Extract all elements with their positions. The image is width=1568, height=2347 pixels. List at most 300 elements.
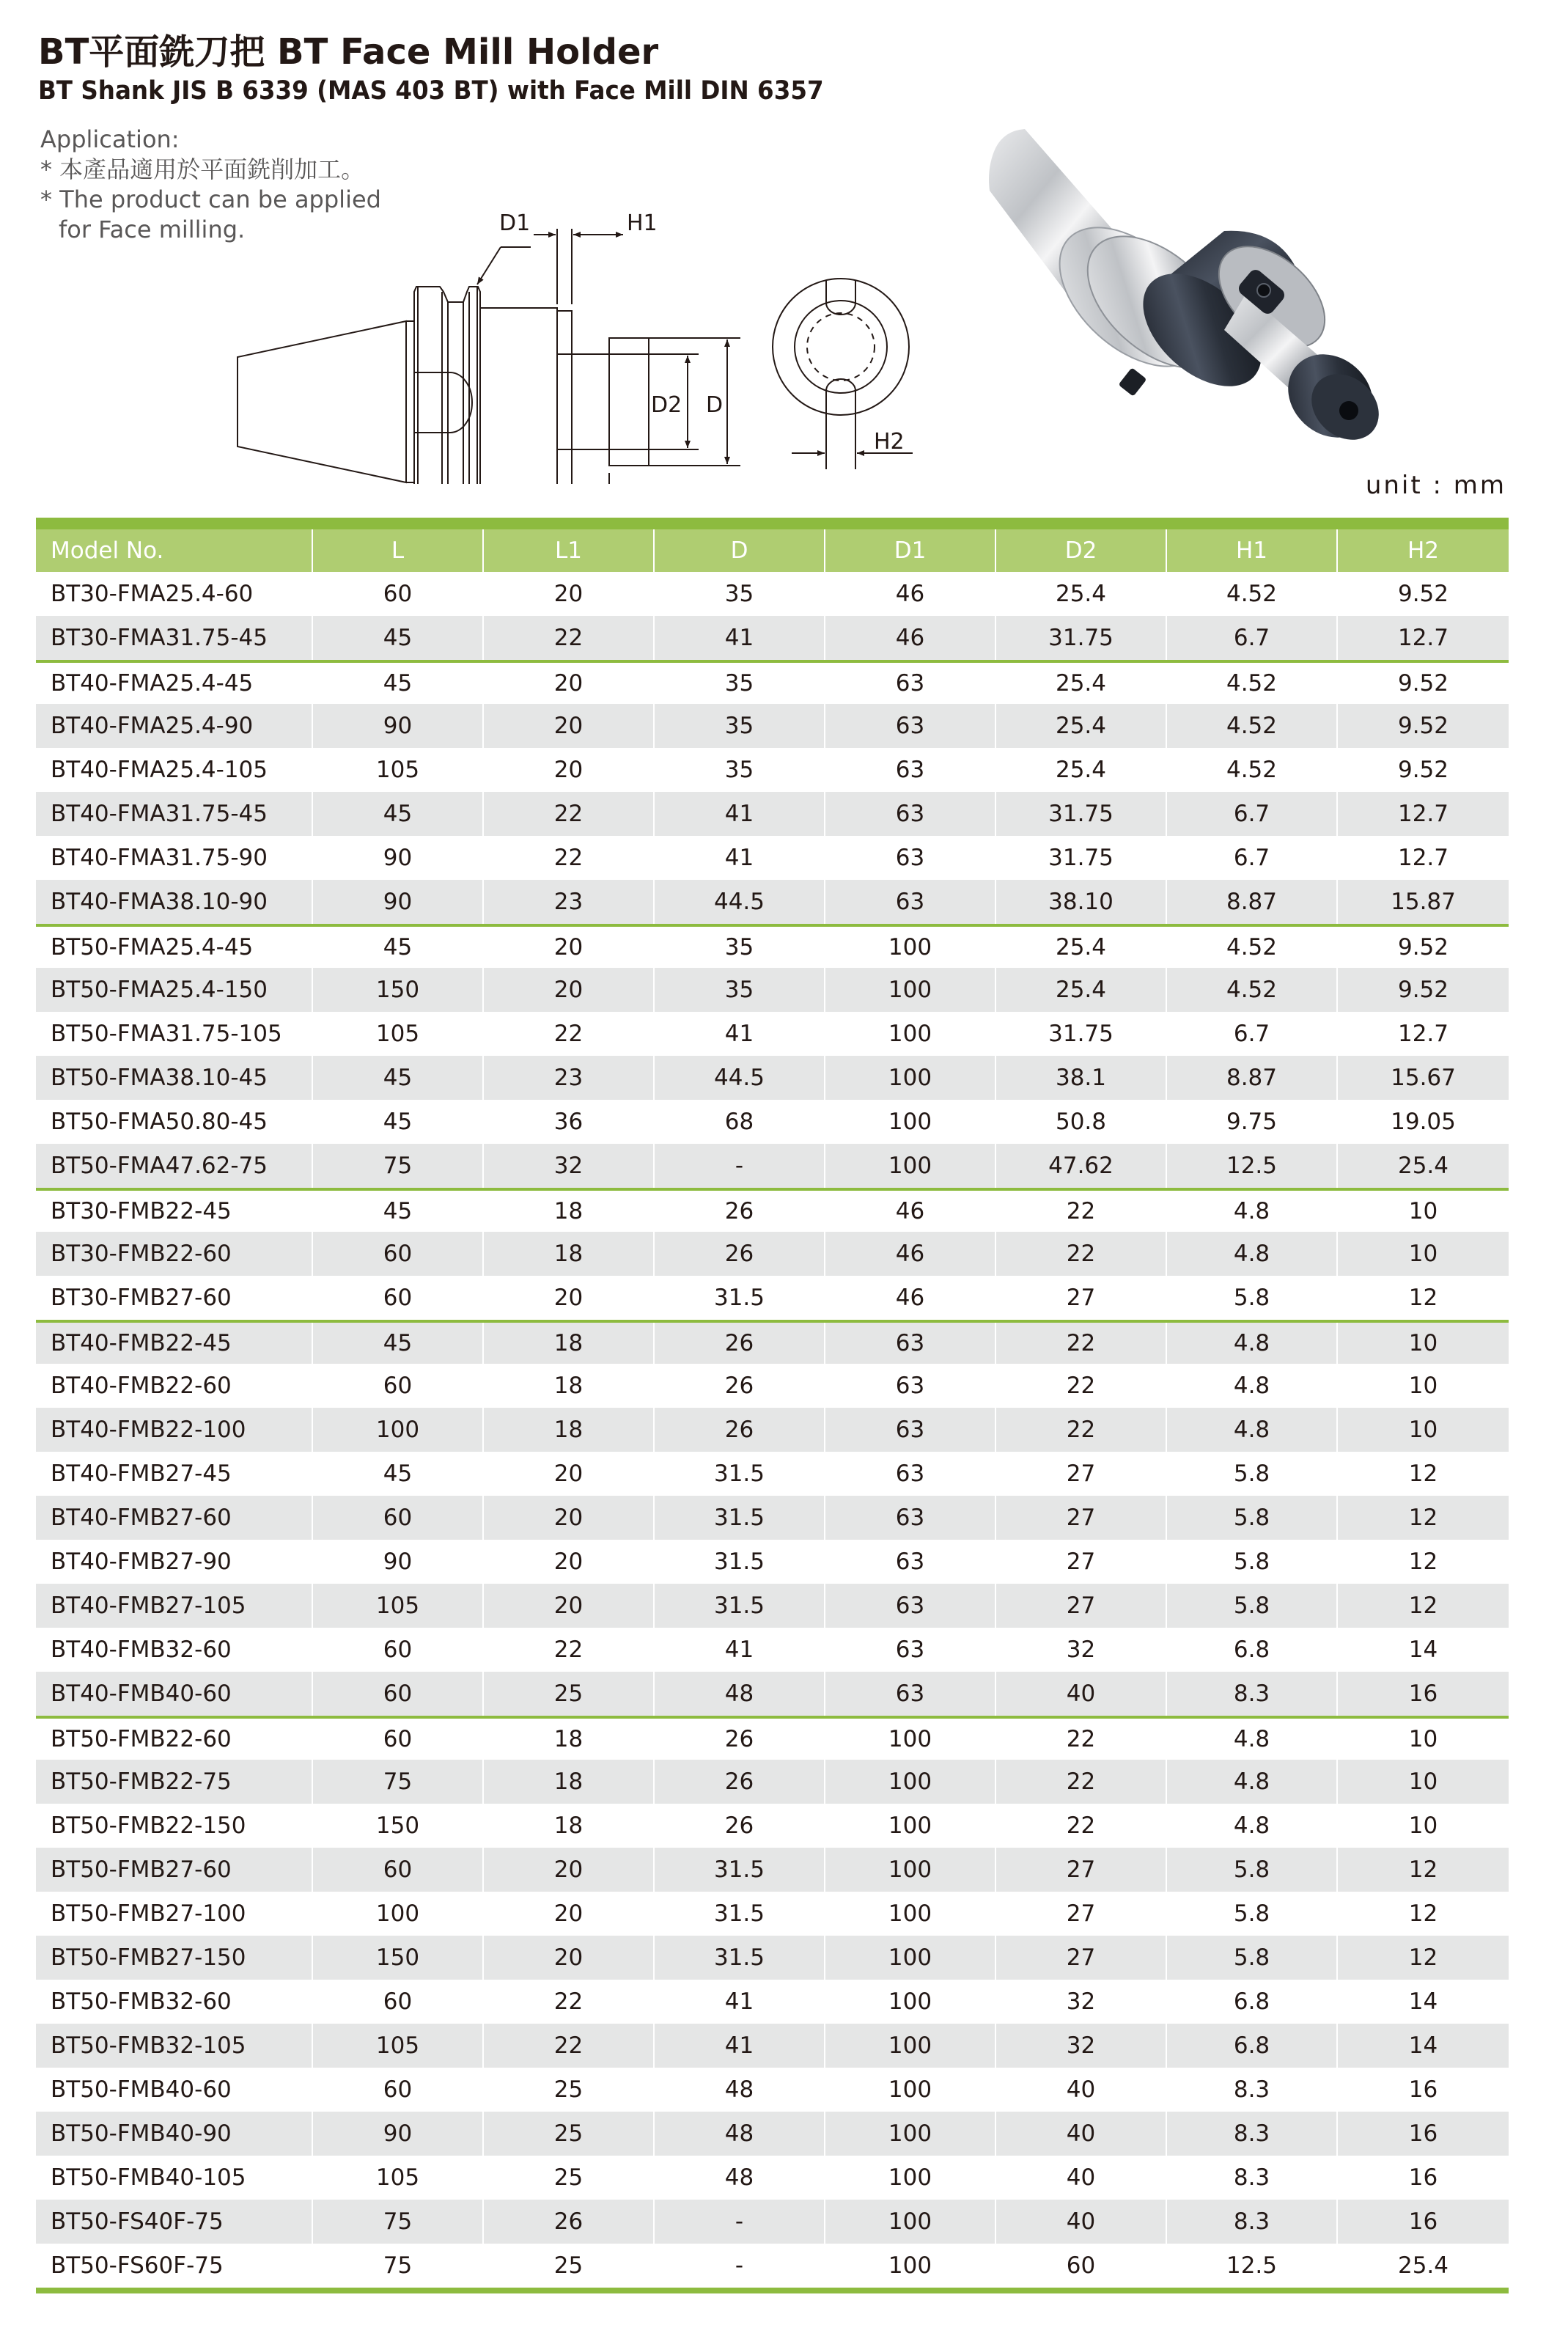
cell-model: BT40-FMB22-100: [36, 1408, 313, 1452]
cell-model: BT50-FMB22-60: [36, 1719, 313, 1760]
table-row: [36, 1804, 1509, 1848]
cell-l: 105: [313, 748, 484, 792]
cell-d1: 100: [825, 2156, 996, 2200]
spec-table: [36, 518, 1509, 2293]
cell-l: 100: [313, 1892, 484, 1936]
cell-h2: 12: [1408, 1856, 1438, 1883]
application-note-english: * The product can be applied: [40, 186, 381, 213]
cell-h2: 10: [1408, 1330, 1438, 1356]
cell-model: BT30-FMB27-60: [36, 1276, 313, 1320]
cell-l1: 25: [484, 2156, 655, 2200]
inner-circle: [795, 301, 887, 393]
cell-d: 35: [655, 572, 825, 616]
cell-l: 105: [313, 2024, 484, 2068]
cell-d2: 31.75: [996, 616, 1167, 660]
cell-d: -: [655, 2244, 825, 2288]
cell-d: 31.5: [655, 1848, 825, 1892]
cell-l: 60: [313, 1276, 484, 1320]
cell-d2: 22: [996, 1760, 1167, 1804]
label-d1: D1: [499, 210, 531, 236]
cell-h1: 5.8: [1167, 1848, 1338, 1892]
cell-model: BT50-FMB27-60: [36, 1848, 313, 1892]
cell-model: BT50-FMA25.4-150: [36, 968, 313, 1012]
cell-model: BT40-FMB32-60: [36, 1628, 313, 1672]
cell-model: BT40-FMA31.75-90: [36, 836, 313, 880]
cell-d1: 100: [825, 1804, 996, 1848]
cell-l: 90: [313, 2112, 484, 2156]
cell-l1: 18: [484, 1804, 655, 1848]
table-row: [36, 1628, 1509, 1672]
cell-d2: 27: [996, 1452, 1167, 1496]
table-row: [36, 1892, 1509, 1936]
cell-d: 31.5: [655, 1276, 825, 1320]
label-d: D: [706, 392, 724, 418]
cell-d: 35: [655, 748, 825, 792]
cell-l: 45: [313, 1056, 484, 1100]
cell-h1: 4.52: [1167, 927, 1338, 968]
cell-h1: 4.8: [1167, 1323, 1338, 1364]
cell-l1: 20: [484, 748, 655, 792]
table-row: [36, 968, 1509, 1012]
cell-d2: 27: [996, 1848, 1167, 1892]
cell-d: 48: [655, 2068, 825, 2112]
table-row: [36, 1848, 1509, 1892]
cell-l1: 23: [484, 1056, 655, 1100]
table-row: [36, 1232, 1509, 1276]
cell-h2: 12: [1408, 1593, 1438, 1619]
table-row: [36, 1408, 1509, 1452]
side-view: [238, 229, 740, 484]
cell-h1: 4.52: [1167, 572, 1338, 616]
col-header-d1: D1: [825, 529, 996, 572]
cell-l: 105: [313, 2156, 484, 2200]
cell-h1: 8.3: [1167, 2112, 1338, 2156]
cell-d2: 60: [996, 2244, 1167, 2288]
end-view: [773, 279, 913, 469]
cell-d1: 100: [825, 1936, 996, 1980]
cell-h1: 8.3: [1167, 2200, 1338, 2244]
cell-l: 45: [313, 1452, 484, 1496]
cell-h1: 4.52: [1167, 704, 1338, 748]
cell-model: BT40-FMB27-45: [36, 1452, 313, 1496]
cell-h2: 12.7: [1397, 625, 1449, 651]
cell-model: BT50-FMA25.4-45: [36, 927, 313, 968]
cell-l1: 22: [484, 2024, 655, 2068]
cell-d: 68: [655, 1100, 825, 1144]
cell-d: -: [655, 2200, 825, 2244]
cell-d: 26: [655, 1760, 825, 1804]
cell-h2: 16: [1408, 2164, 1438, 2191]
cell-l1: 20: [484, 1496, 655, 1540]
cell-l1: 18: [484, 1323, 655, 1364]
cell-h2: 16: [1408, 2120, 1438, 2147]
cell-l: 60: [313, 1848, 484, 1892]
cell-h1: 5.8: [1167, 1892, 1338, 1936]
cell-d2: 31.75: [996, 792, 1167, 836]
cell-d: 31.5: [655, 1496, 825, 1540]
col-header-d2: D2: [996, 529, 1167, 572]
application-heading: Application:: [40, 125, 180, 153]
cell-d: 41: [655, 836, 825, 880]
cell-l: 45: [313, 663, 484, 704]
cell-d2: 40: [996, 2156, 1167, 2200]
cell-d1: 46: [825, 572, 996, 616]
step: [557, 311, 572, 484]
holder-illustration: [989, 129, 1392, 455]
cell-h1: 6.7: [1167, 1012, 1338, 1056]
cell-l1: 25: [484, 2112, 655, 2156]
cell-h1: 6.8: [1167, 2024, 1338, 2068]
cell-l1: 22: [484, 1012, 655, 1056]
cell-model: BT40-FMB27-90: [36, 1540, 313, 1584]
cell-d: 41: [655, 1012, 825, 1056]
cell-l1: 20: [484, 1452, 655, 1496]
cell-d2: 27: [996, 1540, 1167, 1584]
cell-l: 60: [313, 2068, 484, 2112]
table-row: [36, 572, 1509, 616]
cell-h1: 4.8: [1167, 1232, 1338, 1276]
cell-model: BT50-FMB32-60: [36, 1980, 313, 2024]
cell-l: 60: [313, 1364, 484, 1408]
cell-model: BT30-FMB22-60: [36, 1232, 313, 1276]
cell-d1: 100: [825, 1056, 996, 1100]
cell-l1: 22: [484, 1628, 655, 1672]
cell-l1: 20: [484, 572, 655, 616]
cell-model: BT50-FMB27-100: [36, 1892, 313, 1936]
cell-model: BT50-FMB22-75: [36, 1760, 313, 1804]
table-row: [36, 1540, 1509, 1584]
cell-d: 35: [655, 704, 825, 748]
cell-d: 35: [655, 927, 825, 968]
cell-d1: 100: [825, 2112, 996, 2156]
cell-d2: 32: [996, 1628, 1167, 1672]
cell-l: 45: [313, 616, 484, 660]
cell-d: 41: [655, 616, 825, 660]
cell-h1: 6.8: [1167, 1980, 1338, 2024]
table-row: [36, 2200, 1509, 2244]
cell-d: 41: [655, 2024, 825, 2068]
cell-h2: 10: [1408, 1768, 1438, 1795]
cell-d2: 27: [996, 1584, 1167, 1628]
cell-model: BT30-FMB22-45: [36, 1191, 313, 1232]
cell-h2: 10: [1408, 1198, 1438, 1224]
cell-h1: 4.52: [1167, 968, 1338, 1012]
bore-hidden-circle: [807, 313, 875, 381]
d1-leader: [477, 247, 501, 284]
product-photo: [982, 110, 1437, 462]
cell-h1: 4.8: [1167, 1364, 1338, 1408]
cell-d: 31.5: [655, 1540, 825, 1584]
cell-d1: 63: [825, 1540, 996, 1584]
cell-h2: 14: [1408, 2032, 1438, 2059]
cell-d1: 100: [825, 1144, 996, 1188]
cell-model: BT50-FMA31.75-105: [36, 1012, 313, 1056]
cell-model: BT50-FMA38.10-45: [36, 1056, 313, 1100]
cell-d1: 100: [825, 2024, 996, 2068]
cell-h2: 9.52: [1397, 757, 1449, 783]
cell-d2: 47.62: [996, 1144, 1167, 1188]
cell-l1: 22: [484, 616, 655, 660]
cell-d: 26: [655, 1804, 825, 1848]
cell-d1: 46: [825, 616, 996, 660]
unit-label: unit : mm: [1365, 471, 1506, 500]
table-row: [36, 1980, 1509, 2024]
cell-d2: 25.4: [996, 572, 1167, 616]
cell-l: 150: [313, 968, 484, 1012]
table-row: [36, 748, 1509, 792]
cell-h1: 4.8: [1167, 1719, 1338, 1760]
cell-h2: 15.67: [1391, 1065, 1456, 1091]
cell-l1: 25: [484, 2244, 655, 2288]
cell-h2: 12.7: [1397, 845, 1449, 871]
cell-h2: 12: [1408, 1285, 1438, 1311]
cell-d1: 100: [825, 1892, 996, 1936]
col-header-l1: L1: [484, 529, 655, 572]
cell-d: 26: [655, 1408, 825, 1452]
cell-d: 35: [655, 968, 825, 1012]
cell-d: 26: [655, 1191, 825, 1232]
cell-d: 31.5: [655, 1892, 825, 1936]
cell-d1: 63: [825, 1452, 996, 1496]
cell-h2: 12: [1408, 1900, 1438, 1927]
cell-d1: 63: [825, 1364, 996, 1408]
cell-h1: 9.75: [1167, 1100, 1338, 1144]
cell-d: -: [655, 1144, 825, 1188]
cell-d1: 100: [825, 2068, 996, 2112]
cell-d2: 25.4: [996, 704, 1167, 748]
cell-l1: 25: [484, 1672, 655, 1716]
table-row: [36, 1936, 1509, 1980]
cell-h2: 9.52: [1397, 581, 1449, 607]
cell-l1: 22: [484, 792, 655, 836]
cell-d1: 63: [825, 1496, 996, 1540]
cell-l1: 18: [484, 1364, 655, 1408]
cell-d: 26: [655, 1719, 825, 1760]
application-notes: [40, 125, 381, 245]
cell-l: 150: [313, 1804, 484, 1848]
cell-model: BT30-FMA25.4-60: [36, 572, 313, 616]
cell-l1: 18: [484, 1719, 655, 1760]
cell-l1: 36: [484, 1100, 655, 1144]
cell-h1: 5.8: [1167, 1452, 1338, 1496]
table-row: [36, 880, 1509, 924]
cell-d2: 25.4: [996, 748, 1167, 792]
cell-model: BT50-FMB40-105: [36, 2156, 313, 2200]
cell-d1: 46: [825, 1276, 996, 1320]
table-row: [36, 1452, 1509, 1496]
cell-h1: 5.8: [1167, 1540, 1338, 1584]
cell-l: 75: [313, 2244, 484, 2288]
cell-d2: 22: [996, 1191, 1167, 1232]
cell-d1: 100: [825, 1012, 996, 1056]
cell-d2: 50.8: [996, 1100, 1167, 1144]
table-body: [36, 572, 1509, 2288]
cell-d1: 46: [825, 1191, 996, 1232]
cell-d2: 40: [996, 2068, 1167, 2112]
cell-h1: 4.52: [1167, 748, 1338, 792]
cell-d1: 63: [825, 792, 996, 836]
table-row: [36, 2068, 1509, 2112]
cell-h2: 12: [1408, 1944, 1438, 1971]
table-row: [36, 1144, 1509, 1188]
cell-h1: 5.8: [1167, 1936, 1338, 1980]
cell-d: 48: [655, 1672, 825, 1716]
cell-l1: 20: [484, 927, 655, 968]
cell-h2: 10: [1408, 1241, 1438, 1267]
col-header-h1: H1: [1167, 529, 1338, 572]
table-row: [36, 1496, 1509, 1540]
application-note-chinese: * 本產品適用於平面銑削加工。: [40, 155, 365, 183]
cell-d2: 38.10: [996, 880, 1167, 924]
cell-model: BT40-FMA25.4-90: [36, 704, 313, 748]
cell-d2: 27: [996, 1892, 1167, 1936]
cell-h1: 5.8: [1167, 1276, 1338, 1320]
table-row: [36, 1056, 1509, 1100]
cell-h1: 4.52: [1167, 663, 1338, 704]
cell-l: 75: [313, 1144, 484, 1188]
drive-key: [609, 338, 649, 466]
cell-model: BT50-FMB32-105: [36, 2024, 313, 2068]
cell-h1: 4.8: [1167, 1408, 1338, 1452]
col-header-l: L: [313, 529, 484, 572]
cell-d2: 40: [996, 2112, 1167, 2156]
cell-d: 31.5: [655, 1584, 825, 1628]
cell-l1: 18: [484, 1408, 655, 1452]
cell-h1: 6.8: [1167, 1628, 1338, 1672]
cell-l1: 20: [484, 968, 655, 1012]
cell-l1: 20: [484, 1540, 655, 1584]
cell-l: 60: [313, 1496, 484, 1540]
cell-d1: 100: [825, 2244, 996, 2288]
cell-model: BT50-FMB27-150: [36, 1936, 313, 1980]
cell-h2: 25.4: [1397, 1153, 1449, 1179]
cell-h2: 10: [1408, 1812, 1438, 1839]
taper-shank: [238, 321, 406, 482]
table-row: [36, 1584, 1509, 1628]
cell-h2: 12.7: [1397, 1021, 1449, 1047]
cell-d2: 22: [996, 1719, 1167, 1760]
cell-model: BT50-FS40F-75: [36, 2200, 313, 2244]
cell-d2: 22: [996, 1408, 1167, 1452]
cell-l: 75: [313, 2200, 484, 2244]
flange: [414, 287, 480, 484]
cell-l1: 32: [484, 1144, 655, 1188]
cell-d: 44.5: [655, 880, 825, 924]
outer-circle: [773, 279, 909, 415]
cell-h2: 25.4: [1397, 2252, 1449, 2279]
cell-model: BT40-FMA25.4-45: [36, 663, 313, 704]
cell-h2: 9.52: [1397, 934, 1449, 961]
cell-h1: 8.87: [1167, 880, 1338, 924]
cell-d: 26: [655, 1364, 825, 1408]
cell-model: BT50-FMB40-90: [36, 2112, 313, 2156]
cell-h2: 16: [1408, 2076, 1438, 2103]
cell-d2: 40: [996, 2200, 1167, 2244]
cell-h1: 6.7: [1167, 616, 1338, 660]
cell-h2: 14: [1408, 1988, 1438, 2015]
cell-d: 41: [655, 1980, 825, 2024]
cell-d: 26: [655, 1323, 825, 1364]
cell-h1: 8.3: [1167, 2156, 1338, 2200]
cell-model: BT50-FMA50.80-45: [36, 1100, 313, 1144]
col-header-h2: H2: [1407, 537, 1440, 564]
cell-d1: 46: [825, 1232, 996, 1276]
cell-l1: 18: [484, 1760, 655, 1804]
table-row: [36, 1276, 1509, 1320]
cell-l: 45: [313, 1100, 484, 1144]
cell-h1: 12.5: [1167, 2244, 1338, 2288]
cell-d: 26: [655, 1232, 825, 1276]
cell-l: 60: [313, 1980, 484, 2024]
cell-h1: 5.8: [1167, 1584, 1338, 1628]
table-row: [36, 792, 1509, 836]
label-h1: H1: [627, 210, 658, 236]
cell-l1: 20: [484, 1276, 655, 1320]
table-row: [36, 1188, 1509, 1232]
cell-d1: 100: [825, 1100, 996, 1144]
cell-d1: 100: [825, 927, 996, 968]
cell-d: 41: [655, 1628, 825, 1672]
table-header-band: [36, 518, 1509, 529]
cell-model: BT40-FMA31.75-45: [36, 792, 313, 836]
cell-h1: 6.7: [1167, 836, 1338, 880]
table-row: [36, 836, 1509, 880]
cell-d2: 27: [996, 1936, 1167, 1980]
page-title: BT平面銑刀把 BT Face Mill Holder: [38, 32, 659, 73]
cell-l: 105: [313, 1584, 484, 1628]
table-row: [36, 660, 1509, 704]
cell-d2: 22: [996, 1364, 1167, 1408]
cell-l: 45: [313, 792, 484, 836]
cell-l: 60: [313, 1672, 484, 1716]
label-d2: D2: [651, 392, 682, 418]
cell-l1: 20: [484, 663, 655, 704]
cell-model: BT50-FMA47.62-75: [36, 1144, 313, 1188]
cell-l1: 20: [484, 1892, 655, 1936]
col-header-model: Model No.: [36, 529, 313, 572]
cell-d2: 31.75: [996, 836, 1167, 880]
cell-l1: 22: [484, 836, 655, 880]
cell-h2: 10: [1408, 1417, 1438, 1443]
cell-l1: 20: [484, 1848, 655, 1892]
table-row: [36, 1716, 1509, 1760]
table-header-row: [36, 529, 1509, 572]
cell-h2: 19.05: [1391, 1109, 1456, 1135]
cell-d1: 63: [825, 1408, 996, 1452]
cell-model: BT40-FMB40-60: [36, 1672, 313, 1716]
cell-d1: 63: [825, 663, 996, 704]
cell-d: 48: [655, 2156, 825, 2200]
cell-l: 90: [313, 880, 484, 924]
cell-d2: 22: [996, 1232, 1167, 1276]
cell-h2: 12: [1408, 1461, 1438, 1487]
cell-l: 90: [313, 704, 484, 748]
cell-l1: 26: [484, 2200, 655, 2244]
table-row: [36, 2112, 1509, 2156]
cell-d2: 31.75: [996, 1012, 1167, 1056]
cell-l: 45: [313, 1191, 484, 1232]
cell-model: BT40-FMB27-60: [36, 1496, 313, 1540]
cell-d2: 40: [996, 1672, 1167, 1716]
cell-d2: 25.4: [996, 968, 1167, 1012]
application-note-english-cont: for Face milling.: [59, 216, 246, 243]
side-view-labels: [475, 210, 905, 484]
cell-l: 105: [313, 1012, 484, 1056]
cell-h1: 5.8: [1167, 1496, 1338, 1540]
cell-l: 60: [313, 572, 484, 616]
cell-h2: 9.52: [1397, 670, 1449, 697]
cell-h2: 12.7: [1397, 801, 1449, 827]
